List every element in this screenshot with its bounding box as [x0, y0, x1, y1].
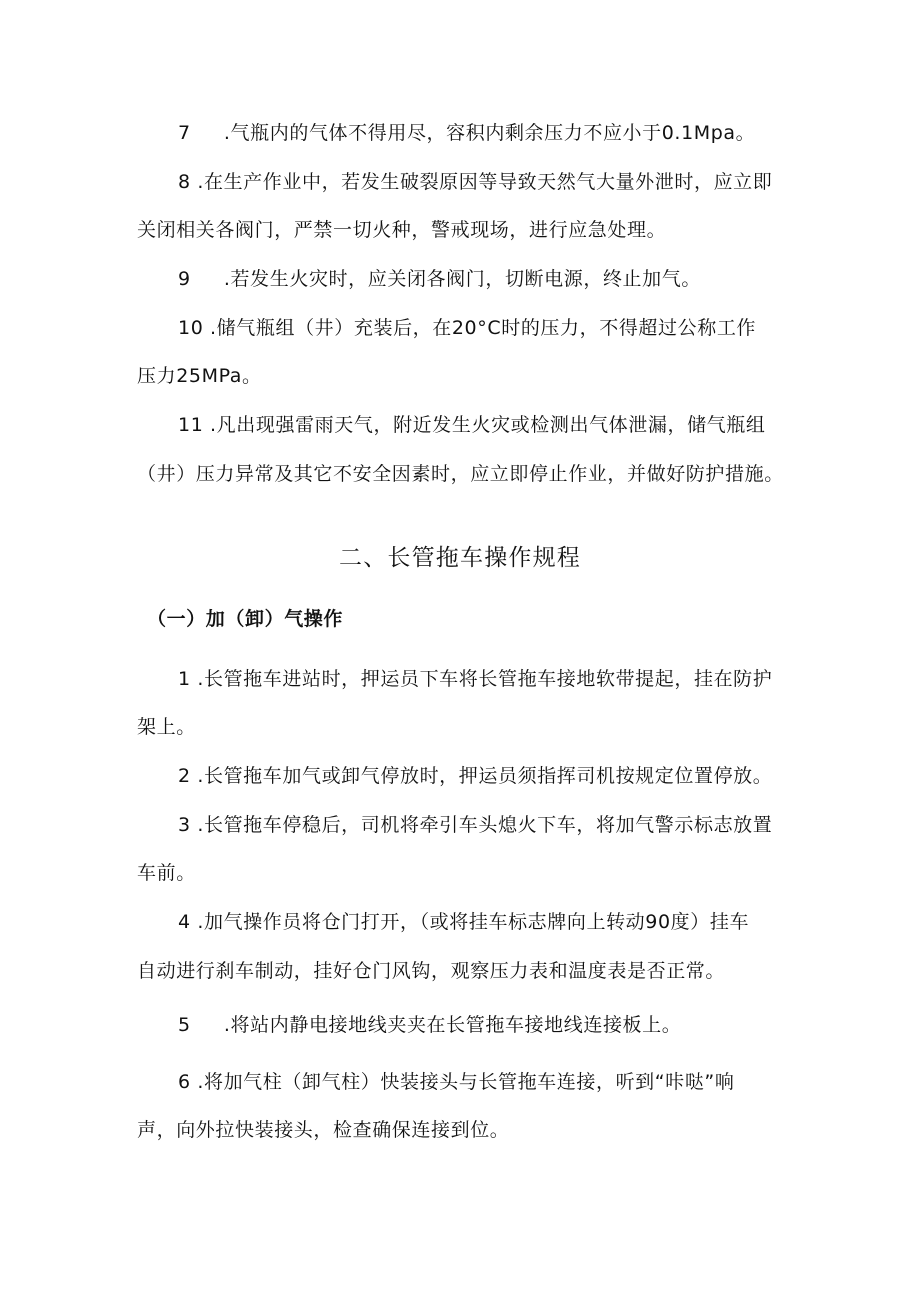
item-separator: . [190, 1071, 204, 1093]
item-text: 储气瓶组（井）充装后，在20°C时的压力，不得超过公称工作 [216, 317, 757, 339]
item-text: 凡出现强雷雨天气，附近发生火灾或检测出气体泄漏，储气瓶组 [216, 414, 766, 436]
item-number: 1 [178, 668, 191, 690]
item-separator: . [190, 765, 204, 787]
item-11-continuation: （井）压力异常及其它不安全因素时，应立即停止作业，并做好防护措施。 [137, 463, 784, 485]
item-number: 5 [178, 1014, 191, 1036]
item-10-continuation: 压力25MPa。 [137, 365, 262, 387]
item-number: 8 [178, 171, 191, 193]
item-separator: . [203, 414, 217, 436]
subsection-title: （一）加（卸）气操作 [147, 608, 344, 630]
item-text: 将加气柱（卸气柱）快装接头与长管拖车连接，听到“咔哒”响 [203, 1071, 735, 1093]
item-number: 3 [178, 814, 191, 836]
item-separator: . [190, 171, 204, 193]
item-separator: . [190, 911, 204, 933]
item-1-line [178, 667, 772, 691]
item-number: 9 [178, 268, 191, 290]
item-text: 若发生火灾时，应关闭各阀门，切断电源，终止加气。 [230, 268, 701, 290]
item-text: 加气操作员将仓门打开，（或将挂车标志牌向上转动90度）挂车 [203, 911, 750, 933]
section-title: 二、长管拖车操作规程 [339, 545, 581, 571]
item-text: 气瓶内的气体不得用尽，容积内剩余压力不应小于0.1Mpa。 [230, 122, 756, 144]
item-7-line [178, 121, 755, 145]
item-separator: . [203, 317, 217, 339]
item-5-line [178, 1013, 681, 1037]
item-separator: . [190, 122, 231, 144]
item-8-continuation: 关闭相关各阀门，严禁一切火种，警戒现场，进行应急处理。 [137, 219, 667, 241]
item-number: 4 [178, 911, 191, 933]
item-separator: . [190, 1014, 231, 1036]
item-3-line [178, 813, 772, 837]
item-8-line [178, 170, 772, 194]
item-separator: . [190, 668, 204, 690]
item-text: 长管拖车停稳后，司机将牵引车头熄火下车，将加气警示标志放置 [203, 814, 773, 836]
item-3-continuation: 车前。 [137, 862, 196, 884]
item-11-line [178, 413, 765, 437]
item-number: 2 [178, 765, 191, 787]
item-4-continuation: 自动进行刹车制动，挂好仓门风钩，观察压力表和温度表是否正常。 [137, 960, 726, 982]
item-1-continuation: 架上。 [137, 716, 196, 738]
item-separator: . [190, 814, 204, 836]
item-separator: . [190, 268, 231, 290]
item-10-line [178, 316, 756, 340]
item-number: 10 [178, 317, 204, 339]
item-text: 长管拖车加气或卸气停放时，押运员须指挥司机按规定位置停放。 [203, 765, 773, 787]
item-number: 7 [178, 122, 191, 144]
item-text: 将站内静电接地线夹夹在长管拖车接地线连接板上。 [230, 1014, 682, 1036]
item-number: 11 [178, 414, 204, 436]
item-6-line [178, 1070, 734, 1094]
item-4-line [178, 910, 749, 934]
item-number: 6 [178, 1071, 191, 1093]
item-text: 长管拖车进站时，押运员下车将长管拖车接地软带提起，挂在防护 [203, 668, 773, 690]
item-9-line [178, 267, 701, 291]
item-text: 在生产作业中，若发生破裂原因等导致天然气大量外泄时，应立即 [203, 171, 773, 193]
item-2-line [178, 764, 772, 788]
item-6-continuation: 声，向外拉快装接头，检查确保连接到位。 [137, 1119, 510, 1141]
